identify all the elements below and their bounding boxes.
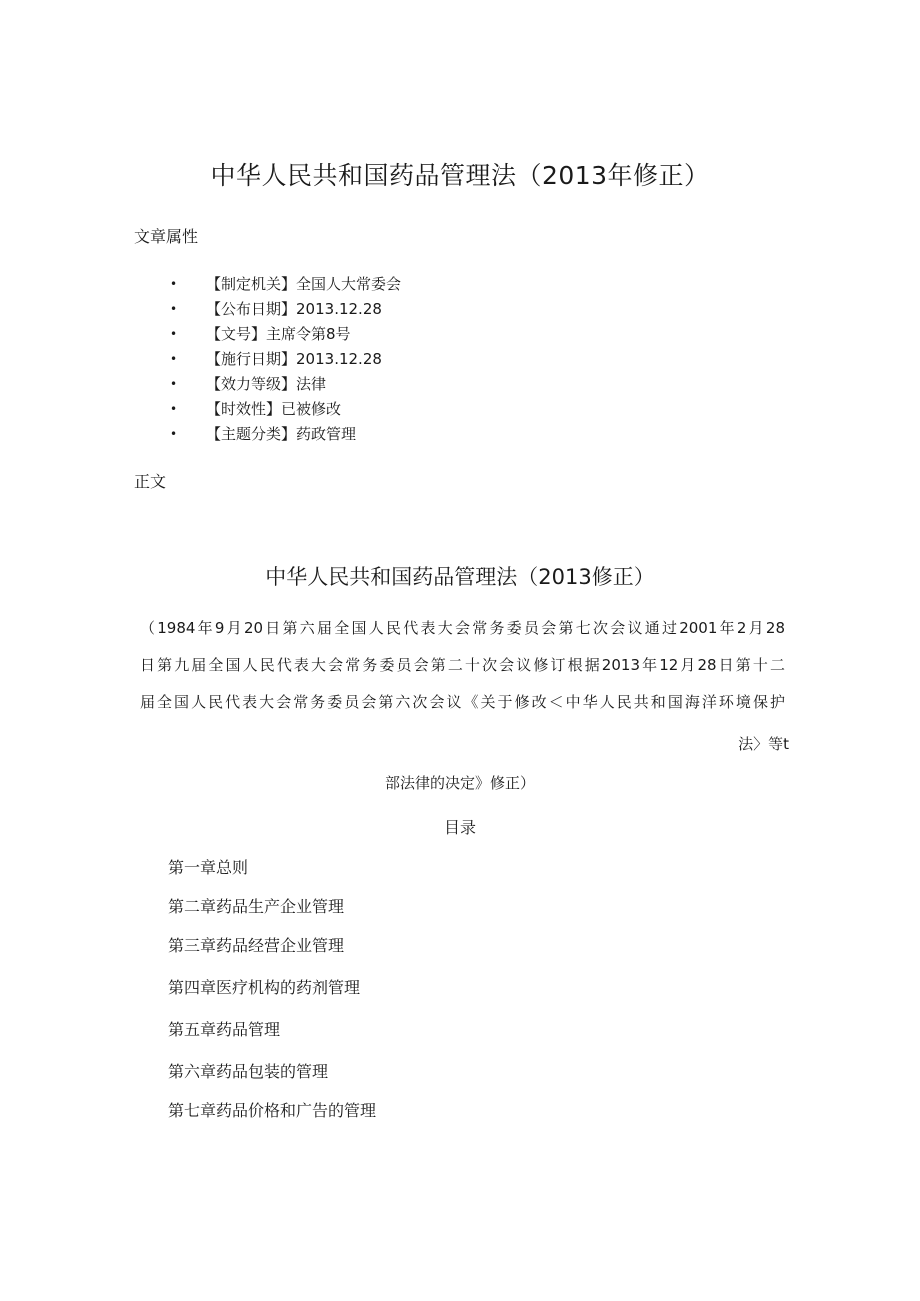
preamble-line: 届全国人民代表大会常务委员会第六次会议《关于修改＜中华人民共和国海洋环境保护 bbox=[140, 693, 785, 711]
bullet-icon: • bbox=[170, 352, 178, 366]
toc-item: 第二章药品生产企业管理 bbox=[168, 897, 345, 916]
attribute-document-number bbox=[170, 322, 401, 347]
attribute-value: 全国人大常委会 bbox=[296, 275, 402, 293]
preamble-line: 部法律的决定》修正） bbox=[384, 774, 535, 792]
attribute-topic bbox=[170, 422, 401, 447]
attribute-value: 已被修改 bbox=[281, 400, 342, 418]
law-title: 中华人民共和国药品管理法（2013修正） bbox=[265, 565, 655, 589]
attribute-effective-date bbox=[170, 347, 401, 372]
attribute-value: 2013.12.28 bbox=[296, 350, 382, 368]
preamble-line: （1984年9月20日第六届全国人民代表大会常务委员会第七次会议通过2001年2月28 bbox=[140, 619, 785, 637]
bullet-icon: • bbox=[170, 377, 178, 391]
attribute-key: 【时效性】 bbox=[206, 400, 282, 418]
body-heading: 正文 bbox=[134, 472, 167, 491]
attribute-key: 【效力等级】 bbox=[206, 375, 297, 393]
toc-item: 第六章药品包装的管理 bbox=[168, 1062, 329, 1081]
bullet-icon: • bbox=[170, 302, 178, 316]
attribute-value: 2013.12.28 bbox=[296, 300, 382, 318]
toc-item: 第七章药品价格和广告的管理 bbox=[168, 1101, 377, 1120]
bullet-icon: • bbox=[170, 402, 178, 416]
bullet-icon: • bbox=[170, 277, 178, 291]
preamble-line: 法〉等t bbox=[738, 735, 789, 753]
attribute-publish-date bbox=[170, 297, 401, 322]
attribute-key: 【制定机关】 bbox=[206, 275, 297, 293]
attribute-key: 【文号】 bbox=[206, 325, 267, 343]
attributes-list bbox=[170, 272, 401, 447]
toc-item: 第四章医疗机构的药剂管理 bbox=[168, 978, 361, 997]
attribute-key: 【主题分类】 bbox=[206, 425, 297, 443]
attribute-value: 药政管理 bbox=[296, 425, 357, 443]
attribute-validity bbox=[170, 397, 401, 422]
attributes-heading: 文章属性 bbox=[134, 227, 199, 246]
attribute-key: 【施行日期】 bbox=[206, 350, 297, 368]
toc-heading: 目录 bbox=[443, 818, 476, 837]
document-title: 中华人民共和国药品管理法（2013年修正） bbox=[210, 161, 710, 190]
preamble-line: 日第九届全国人民代表大会常务委员会第二十次会议修订根据2013年12月28日第十二 bbox=[140, 656, 785, 674]
attribute-value: 法律 bbox=[296, 375, 327, 393]
attribute-value: 主席令第8号 bbox=[266, 325, 351, 343]
bullet-icon: • bbox=[170, 327, 178, 341]
attribute-issuing-authority bbox=[170, 272, 401, 297]
bullet-icon: • bbox=[170, 427, 178, 441]
toc-item: 第五章药品管理 bbox=[168, 1020, 281, 1039]
toc-item: 第一章总则 bbox=[168, 858, 249, 877]
attribute-key: 【公布日期】 bbox=[206, 300, 297, 318]
attribute-legal-level bbox=[170, 372, 401, 397]
toc-item: 第三章药品经营企业管理 bbox=[168, 936, 345, 955]
